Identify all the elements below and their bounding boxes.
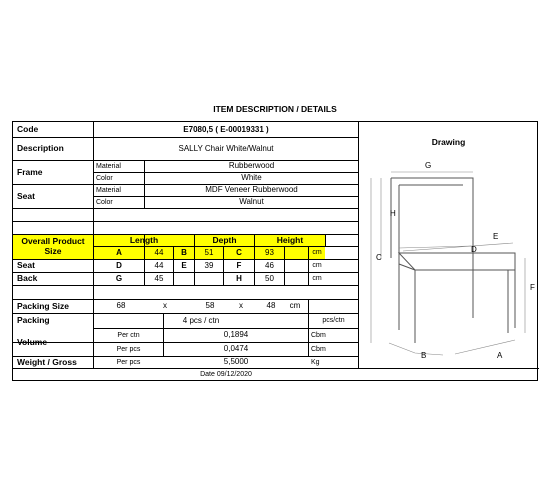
weight-label: Weight / Gross (17, 356, 77, 367)
volume-per-ctn-value: 0,1894 (223, 330, 249, 339)
packing-size-x2: x (239, 301, 243, 310)
seat-dim-label: Seat (17, 260, 35, 271)
back-height-key: H (236, 273, 242, 283)
back-dim-label: Back (17, 273, 38, 284)
overall-unit: cm (312, 249, 322, 256)
volume-per-pcs-label: Per pcs (116, 345, 141, 353)
drawing-label-a: A (497, 351, 503, 360)
seat-spec-label: Seat (17, 190, 35, 201)
seat-material-label: Material (96, 186, 121, 194)
drawing-label-g: G (425, 161, 432, 170)
overall-length-value: 44 (154, 247, 164, 257)
height-header: Height (276, 234, 304, 245)
frame-color-label: Color (96, 174, 113, 182)
back-height-value: 50 (265, 273, 274, 283)
description-label: Description (17, 143, 64, 154)
frame-label: Frame (17, 166, 43, 177)
back-length-value: 45 (154, 273, 164, 283)
drawing-label-d: D (471, 245, 477, 254)
packing-size-depth: 58 (205, 301, 215, 310)
seat-length-value: 44 (154, 260, 164, 270)
drawing-title: Drawing (431, 137, 466, 147)
overall-size-label: Overall Product Size (21, 235, 85, 256)
length-header: Length (129, 234, 159, 245)
frame-material-value: Rubberwood (228, 161, 275, 170)
document-title: ITEM DESCRIPTION / DETAILS (213, 104, 337, 114)
overall-depth-key: B (181, 247, 187, 257)
packing-label: Packing (17, 315, 50, 326)
overall-height-key: C (236, 247, 242, 257)
overall-depth-value: 51 (204, 247, 214, 257)
seat-height-key: F (236, 260, 242, 270)
packing-value: 4 pcs / ctn (182, 315, 220, 325)
drawing-label-h: H (390, 209, 396, 218)
volume-per-ctn-unit: Cbm (311, 331, 326, 339)
packing-size-label: Packing Size (17, 300, 69, 311)
drawing-label-f: F (530, 283, 535, 292)
weight-per-pcs-label: Per pcs (116, 358, 141, 366)
seat-height-value: 46 (265, 260, 274, 270)
seat-depth-key: E (181, 260, 187, 270)
overall-height-value: 93 (265, 247, 274, 257)
drawing-label-b: B (421, 351, 427, 360)
frame-color-value: White (241, 173, 262, 182)
document-date: Date 09/12/2020 (200, 371, 252, 378)
packing-unit: pcs/ctn (322, 317, 345, 324)
volume-label: Volume (17, 336, 48, 347)
code-label: Code (17, 124, 39, 135)
back-unit: cm (312, 275, 322, 282)
seat-depth-value: 39 (204, 260, 214, 270)
seat-color-label: Color (96, 198, 113, 206)
packing-size-x1: x (163, 301, 167, 310)
packing-size-length: 68 (116, 301, 126, 310)
weight-value: 5,5000 (223, 357, 249, 366)
volume-per-pcs-value: 0,0474 (223, 344, 249, 353)
weight-unit: Kg (311, 358, 320, 366)
back-length-key: G (115, 273, 123, 283)
seat-color-value: Walnut (239, 197, 264, 206)
packing-size-height: 48 (266, 301, 276, 310)
seat-material-value: MDF Veneer Rubberwood (205, 185, 298, 194)
seat-length-key: D (116, 260, 122, 270)
item-details-table (12, 121, 538, 381)
description-value: SALLY Chair White/Walnut (178, 143, 274, 153)
packing-size-unit: cm (289, 301, 301, 310)
frame-material-label: Material (96, 162, 121, 170)
volume-per-pcs-unit: Cbm (311, 345, 326, 353)
code-value: E7080,5 ( E-00019331 ) (183, 124, 269, 134)
depth-header: Depth (212, 234, 237, 245)
volume-per-ctn-label: Per ctn (117, 331, 140, 339)
chair-technical-drawing (363, 158, 538, 368)
drawing-label-e: E (493, 232, 499, 241)
drawing-label-c: C (376, 253, 382, 262)
seat-unit: cm (312, 262, 322, 269)
overall-length-key: A (116, 247, 122, 257)
